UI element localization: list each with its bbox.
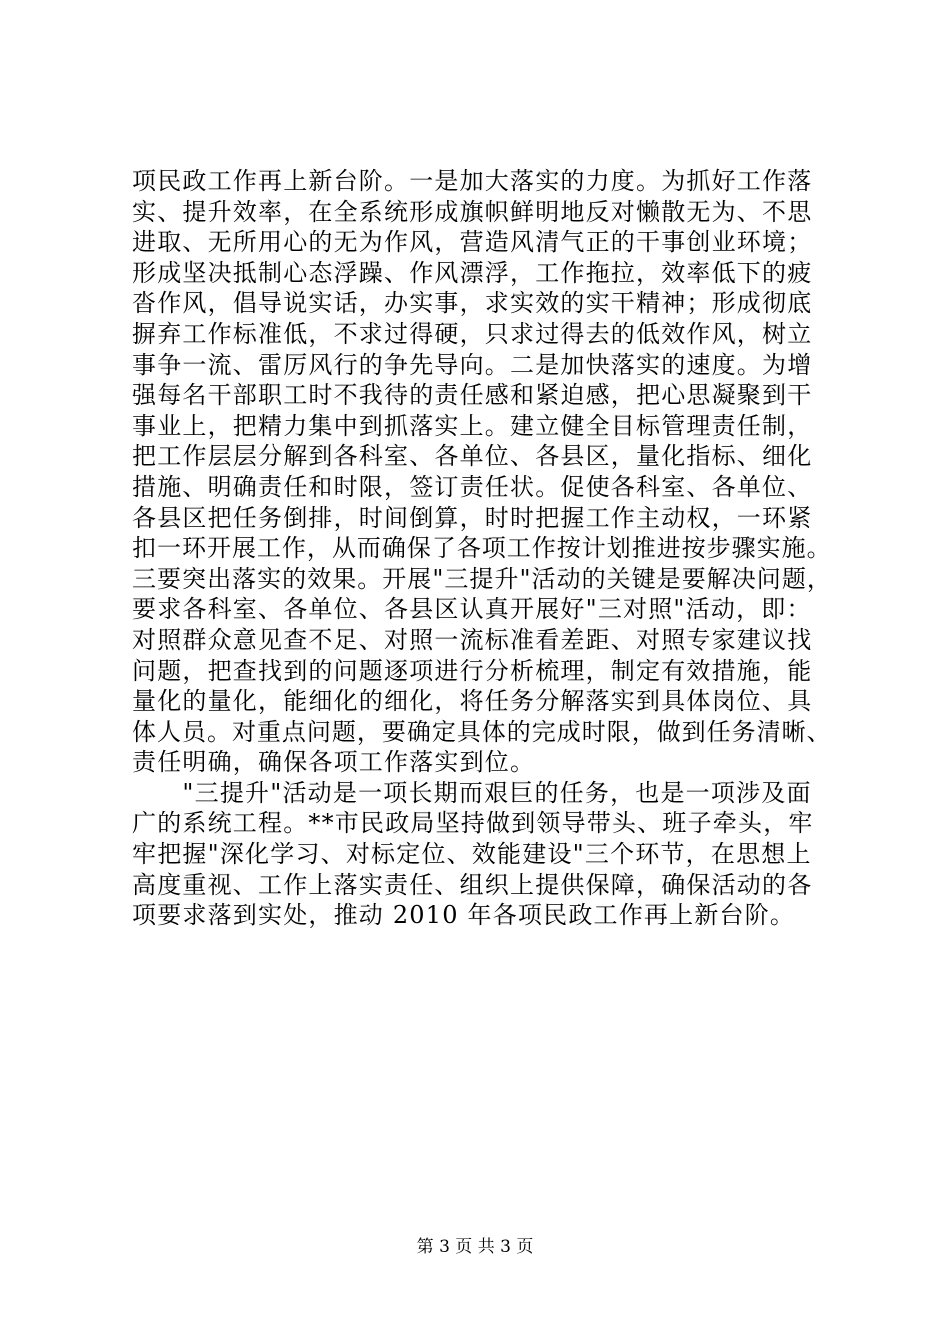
text-line: 摒弃工作标准低，不求过得硬，只求过得去的低效作风，树立 (132, 319, 813, 348)
text-line: 进取、无所用心的无为作风，营造风清气正的干事创业环境； (132, 228, 813, 257)
text-line: 事业上，把精力集中到抓落实上。建立健全目标管理责任制， (132, 411, 813, 440)
body-text (132, 166, 832, 931)
text-line: 高度重视、工作上落实责任、组织上提供保障，确保活动的各 (132, 870, 813, 899)
text-line: 对照群众意见查不足、对照一流标准看差距、对照专家建议找 (132, 625, 813, 654)
text-line: 沓作风，倡导说实话，办实事，求实效的实干精神；形成彻底 (132, 289, 813, 318)
text-line: 要求各科室、各单位、各县区认真开展好"三对照"活动，即： (132, 595, 812, 624)
text-line: 形成坚决抵制心态浮躁、作风漂浮，工作拖拉，效率低下的疲 (132, 258, 813, 287)
text-line: 把工作层层分解到各科室、各单位、各县区，量化指标、细化 (132, 442, 813, 471)
text-line: 项要求落到实处，推动 2010 年各项民政工作再上新台阶。 (132, 901, 796, 930)
text-line: 责任明确，确保各项工作落实到位。 (132, 748, 536, 777)
text-line: 牢把握"深化学习、对标定位、效能建设"三个环节，在思想上 (132, 840, 812, 869)
text-line: 扣一环开展工作，从而确保了各项工作按计划推进按步骤实施。 (132, 534, 832, 563)
text-line: 强每名干部职工时不我待的责任感和紧迫感，把心思凝聚到干 (132, 381, 813, 410)
text-line: 问题，把查找到的问题逐项进行分析梳理，制定有效措施，能 (132, 656, 813, 685)
text-line: 项民政工作再上新台阶。一是加大落实的力度。为抓好工作落 (132, 167, 813, 195)
text-line: 措施、明确责任和时限，签订责任状。促使各科室、各单位、 (132, 472, 813, 501)
text-line: 实、提升效率，在全系统形成旗帜鲜明地反对懒散无为、不思 (132, 197, 813, 226)
text-line: "三提升"活动是一项长期而艰巨的任务，也是一项涉及面 (132, 778, 812, 807)
page-footer: 第 3 页 共 3 页 (416, 1237, 534, 1257)
text-line: 广的系统工程。**市民政局坚持做到领导带头、班子牵头，牢 (132, 809, 814, 838)
text-line: 三要突出落实的效果。开展"三提升"活动的关键是要解决问题， (132, 564, 832, 593)
text-line: 事争一流、雷厉风行的争先导向。二是加快落实的速度。为增 (132, 350, 813, 379)
text-line: 体人员。对重点问题，要确定具体的完成时限，做到任务清晰、 (132, 717, 832, 746)
text-line: 量化的量化，能细化的细化，将任务分解落实到具体岗位、具 (132, 687, 813, 716)
text-line: 各县区把任务倒排，时间倒算，时时把握工作主动权，一环紧 (132, 503, 813, 532)
